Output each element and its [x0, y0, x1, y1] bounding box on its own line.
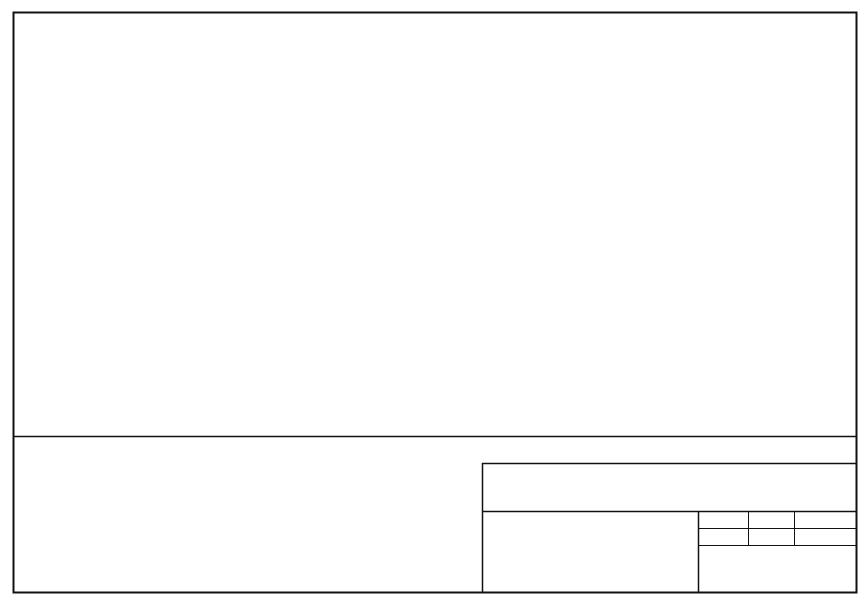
sheet-frame [14, 13, 857, 593]
title-block [13, 437, 856, 593]
